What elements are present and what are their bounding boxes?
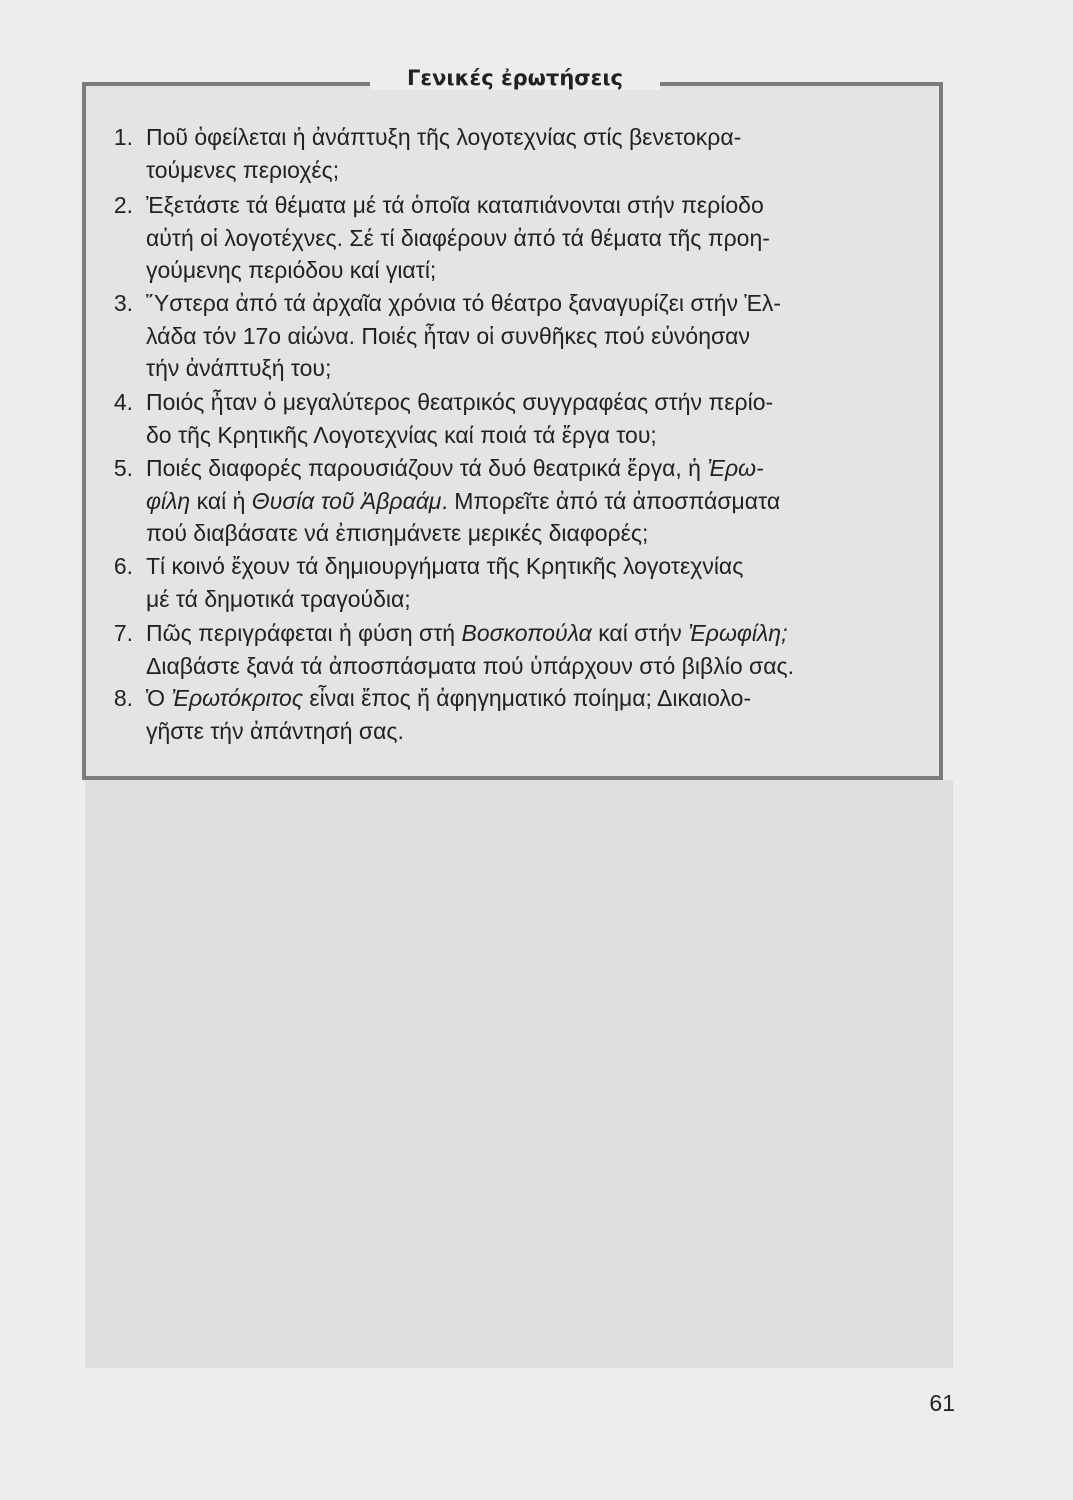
question-number: 2. <box>113 192 133 218</box>
question-1 <box>103 121 925 186</box>
question-line: αὐτή οἱ λογοτέχνες. Σέ τί διαφέρουν ἀπό τά θέματα τῆς προη- <box>146 224 770 251</box>
question-line: πού διαβάσατε νά ἐπισημάνετε μερικές διαφορές; <box>146 520 649 547</box>
question-line-part: Ποιές διαφορές παρουσιάζουν τά δυό θεατρικά ἔργα, ἡ <box>146 455 708 481</box>
question-number: 3. <box>113 290 133 316</box>
question-text <box>146 452 925 550</box>
question-line-part: καί ἡ <box>190 487 252 514</box>
work-title: Θυσία τοῦ Ἀβραάμ <box>251 487 442 514</box>
work-title: φίλη <box>146 487 191 514</box>
question-line: Ποιός ἦταν ὁ μεγαλύτερος θεατρικός συγγραφέας στήν περίο- <box>146 389 774 415</box>
work-title: Ἐρωφίλη; <box>688 620 788 646</box>
question-7 <box>103 617 925 682</box>
question-line: Διαβάστε ξανά τά ἀποσπάσματα πού ὑπάρχουν στό βιβλίο σας. <box>146 652 794 679</box>
question-number: 5. <box>113 455 133 481</box>
question-line-part: Ὁ <box>146 685 172 711</box>
work-title: Ἐρω- <box>707 455 764 481</box>
question-6 <box>103 550 925 615</box>
question-text <box>146 189 925 287</box>
page-number: 61 <box>929 1390 955 1416</box>
question-text <box>146 550 925 615</box>
question-5 <box>103 452 925 550</box>
question-text <box>146 386 925 451</box>
question-line: Ποῦ ὀφείλεται ἡ ἀνάπτυξη τῆς λογοτεχνίας στίς βενετοκρα- <box>146 124 742 150</box>
question-number: 1. <box>113 124 133 150</box>
question-8 <box>103 682 925 747</box>
section-title: Γενικές ἐρωτήσεις <box>370 64 660 90</box>
question-line: Ἐξετάστε τά θέματα μέ τά ὁποῖα καταπιάνονται στήν περίοδο <box>146 192 764 218</box>
work-title: Ἐρωτόκριτος <box>171 685 304 711</box>
question-number: 6. <box>113 553 133 579</box>
work-title: Βοσκοπούλα <box>461 620 592 646</box>
question-line: γῆστε τήν ἀπάντησή σας. <box>146 717 404 744</box>
question-number: 4. <box>113 389 133 415</box>
question-line: δο τῆς Κρητικῆς Λογοτεχνίας καί ποιά τά ἔργα του; <box>146 421 657 448</box>
question-4 <box>103 386 925 451</box>
question-line-part: Πῶς περιγράφεται ἡ φύση στή <box>146 620 462 646</box>
question-line: λάδα τόν 17ο αἰώνα. Ποιές ἦταν οἱ συνθῆκες πού εὐνόησαν <box>146 322 750 349</box>
question-line: γούμενης περιόδου καί γιατί; <box>146 257 437 284</box>
question-text <box>146 121 925 186</box>
shaded-panel <box>85 780 953 1368</box>
question-3 <box>103 287 925 385</box>
question-line-part: καί στήν <box>591 620 689 646</box>
question-text <box>146 682 925 747</box>
question-line: τούμενες περιοχές; <box>146 156 340 183</box>
question-line: τήν ἀνάπτυξή του; <box>146 355 332 382</box>
question-2 <box>103 189 925 287</box>
question-line-part: εἶναι ἔπος ἤ ἀφηγηματικό ποίημα; Δικαιολο- <box>303 685 752 711</box>
question-number: 8. <box>113 685 133 711</box>
question-text <box>146 287 925 385</box>
question-line: μέ τά δημοτικά τραγούδια; <box>146 585 411 612</box>
question-line: Τί κοινό ἔχουν τά δημιουργήματα τῆς Κρητικῆς λογοτεχνίας <box>146 553 744 579</box>
question-text <box>146 617 925 682</box>
question-line-part: . Μπορεῖτε ἀπό τά ἀποσπάσματα <box>441 487 781 514</box>
question-line: Ὕστερα ἀπό τά ἀρχαῖα χρόνια τό θέατρο ξαναγυρίζει στήν Ἑλ- <box>146 290 782 316</box>
question-number: 7. <box>113 620 133 646</box>
